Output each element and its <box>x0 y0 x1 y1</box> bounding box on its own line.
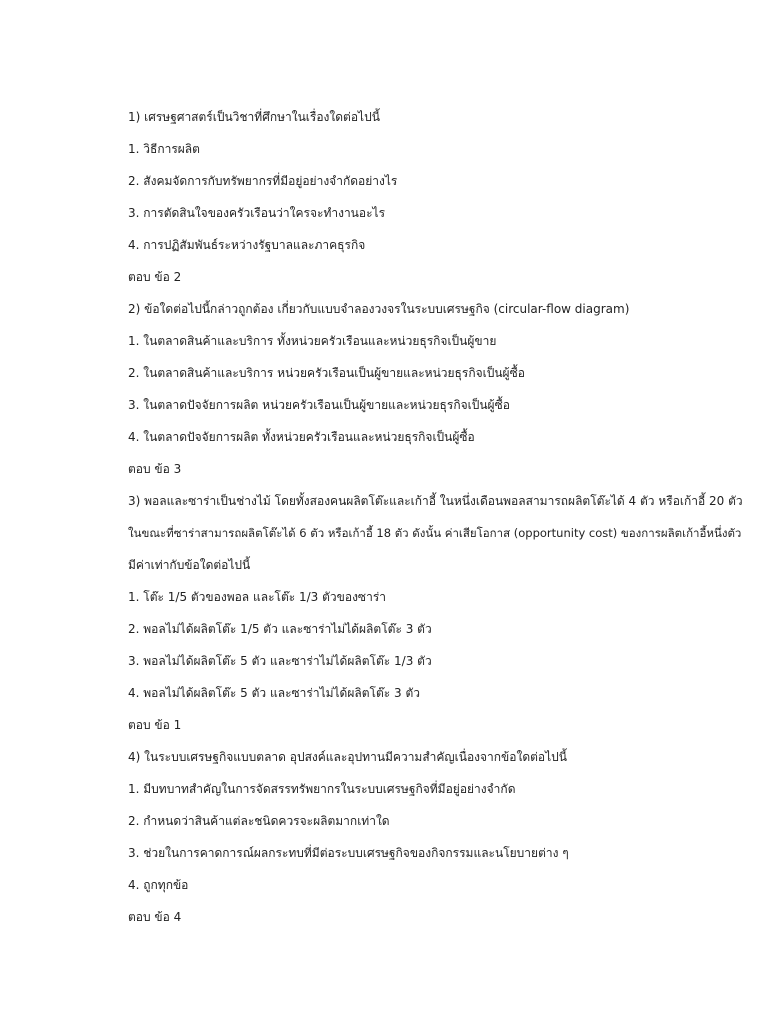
question-4-option-4: 4. ถูกทุกข้อ <box>128 878 189 892</box>
question-2-option-1: 1. ในตลาดสินค้าและบริการ ทั้งหน่วยครัวเรือนและหน่วยธุรกิจเป็นผู้ขาย <box>128 334 497 348</box>
question-1-answer: ตอบ ข้อ 2 <box>128 270 182 284</box>
question-1-prompt: 1) เศรษฐศาสตร์เป็นวิชาที่ศึกษาในเรื่องใดต่อไปนี้ <box>128 110 380 124</box>
question-2-prompt: 2) ข้อใดต่อไปนี้กล่าวถูกต้อง เกี่ยวกับแบบจำลองวงจรในระบบเศรษฐกิจ (circular-flow diagram) <box>128 302 630 316</box>
question-4-option-3: 3. ช่วยในการคาดการณ์ผลกระทบที่มีต่อระบบเศรษฐกิจของกิจกรรมและนโยบายต่าง ๆ <box>128 846 569 860</box>
question-3-answer: ตอบ ข้อ 1 <box>128 718 182 732</box>
question-3-prompt-line-3: มีค่าเท่ากับข้อใดต่อไปนี้ <box>128 558 251 572</box>
question-1-option-1: 1. วิธีการผลิต <box>128 142 200 156</box>
question-2-option-3: 3. ในตลาดปัจจัยการผลิต หน่วยครัวเรือนเป็นผู้ขายและหน่วยธุรกิจเป็นผู้ซื้อ <box>128 398 510 412</box>
document-body <box>128 107 743 939</box>
question-1-option-3: 3. การตัดสินใจของครัวเรือนว่าใครจะทำงานอะไร <box>128 206 386 220</box>
question-3-prompt-line-2: ในขณะที่ซาร่าสามารถผลิตโต๊ะได้ 6 ตัว หรือเก้าอี้ 18 ตัว ดังนั้น ค่าเสียโอกาส (opportunity cost) ของการผลิตเก้าอี้หนึ่งตัว <box>128 526 742 540</box>
question-3-option-1: 1. โต๊ะ 1/5 ตัวของพอล และโต๊ะ 1/3 ตัวของซาร่า <box>128 590 386 604</box>
question-4-answer: ตอบ ข้อ 4 <box>128 910 182 924</box>
question-3-option-2: 2. พอลไม่ได้ผลิตโต๊ะ 1/5 ตัว และซาร่าไม่ได้ผลิตโต๊ะ 3 ตัว <box>128 622 432 636</box>
question-4-option-2: 2. กำหนดว่าสินค้าแต่ละชนิดควรจะผลิตมากเท่าใด <box>128 814 390 828</box>
question-4-option-1: 1. มีบทบาทสำคัญในการจัดสรรทรัพยากรในระบบเศรษฐกิจที่มีอยู่อย่างจำกัด <box>128 782 516 796</box>
question-1-option-2: 2. สังคมจัดการกับทรัพยากรที่มีอยู่อย่างจำกัดอย่างไร <box>128 174 398 188</box>
question-2-option-2: 2. ในตลาดสินค้าและบริการ หน่วยครัวเรือนเป็นผู้ขายและหน่วยธุรกิจเป็นผู้ซื้อ <box>128 366 525 380</box>
question-3-prompt-line-1: 3) พอลและซาร่าเป็นช่างไม้ โดยทั้งสองคนผลิตโต๊ะและเก้าอี้ ในหนึ่งเดือนพอลสามารถผลิตโต๊ะได้ 4 ตัว หรือเก้าอี้ 20 ตัว <box>128 494 743 508</box>
question-3-option-3: 3. พอลไม่ได้ผลิตโต๊ะ 5 ตัว และซาร่าไม่ได้ผลิตโต๊ะ 1/3 ตัว <box>128 654 432 668</box>
question-2-option-4: 4. ในตลาดปัจจัยการผลิต ทั้งหน่วยครัวเรือนและหน่วยธุรกิจเป็นผู้ซื้อ <box>128 430 475 444</box>
question-4-prompt: 4) ในระบบเศรษฐกิจแบบตลาด อุปสงค์และอุปทานมีความสำคัญเนื่องจากข้อใดต่อไปนี้ <box>128 750 567 764</box>
question-2-answer: ตอบ ข้อ 3 <box>128 462 182 476</box>
question-3-option-4: 4. พอลไม่ได้ผลิตโต๊ะ 5 ตัว และซาร่าไม่ได้ผลิตโต๊ะ 3 ตัว <box>128 686 421 700</box>
question-1-option-4: 4. การปฏิสัมพันธ์ระหว่างรัฐบาลและภาคธุรกิจ <box>128 238 366 252</box>
